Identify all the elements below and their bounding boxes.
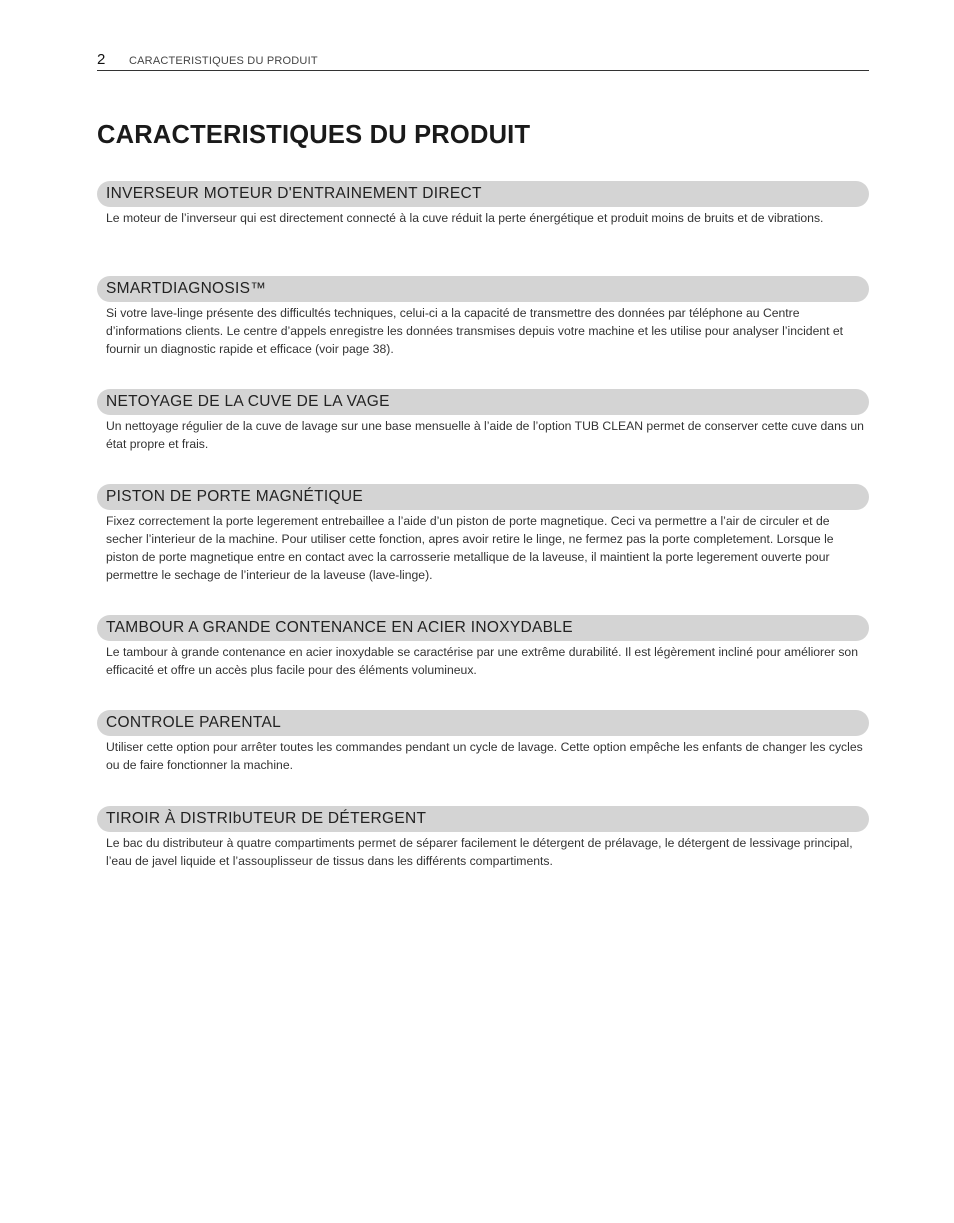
section-heading: NETOYAGE DE LA CUVE DE LA VAGE <box>97 389 869 415</box>
section-heading: INVERSEUR MOTEUR D'ENTRAINEMENT DIRECT <box>97 181 869 207</box>
section-parental-control <box>97 710 869 774</box>
section-heading: SMARTDIAGNOSIS™ <box>97 276 869 302</box>
page-title: CARACTERISTIQUES DU PRODUIT <box>97 121 531 149</box>
section-body: Utiliser cette option pour arrêter toutes les commandes pendant un cycle de lavage. Cette option empêche les enfants de changer les cycles ou de faire fonctionner la machine. <box>106 740 863 772</box>
section-heading: PISTON DE PORTE MAGNÉTIQUE <box>97 484 869 510</box>
section-body: Le moteur de l’inverseur qui est directement connecté à la cuve réduit la perte énergétique et produit moins de bruits et de vibrations. <box>106 211 824 225</box>
section-heading: TAMBOUR A GRANDE CONTENANCE EN ACIER INOXYDABLE <box>97 615 869 641</box>
section-detergent-drawer <box>97 806 869 870</box>
section-smartdiagnosis <box>97 276 869 358</box>
section-body: Fixez correctement la porte legerement entrebaillee a l’aide d’un piston de porte magnetique. Ceci va permettre a l’air de circuler et de secher l’interieur de la machine. Pour utiliser cette fonction, apres avoir retire le linge, ne fermez pas la porte completement. Lorsque le piston de porte magnetique entre en contact avec la carrosserie metallique de la laveuse, il maintient la porte legerement ouverte pour permettre le sechage de l’interieur de la laveuse (lave-linge). <box>106 514 834 582</box>
running-title: CARACTERISTIQUES DU PRODUIT <box>129 55 318 67</box>
section-stainless-drum <box>97 615 869 679</box>
section-body: Un nettoyage régulier de la cuve de lavage sur une base mensuelle à l’aide de l’option TUB CLEAN permet de conserver cette cuve dans un état propre et frais. <box>106 419 864 451</box>
section-magnetic-door <box>97 484 869 584</box>
section-tub-clean <box>97 389 869 453</box>
section-body: Le bac du distributeur à quatre compartiments permet de séparer facilement le détergent de prélavage, le détergent de lessivage principal, l’eau de javel liquide et l’assouplisseur de tissus dans les différents compartiments. <box>106 836 853 868</box>
section-heading: TIROIR À DISTRIbUTEUR DE DÉTERGENT <box>97 806 869 832</box>
section-body: Le tambour à grande contenance en acier inoxydable se caractérise par une extrême durabilité. Il est légèrement incliné pour améliorer son efficacité et offre un accès plus facile pour des éléments volumineux. <box>106 645 858 677</box>
section-inverter-motor <box>97 181 869 227</box>
section-heading: CONTROLE PARENTAL <box>97 710 869 736</box>
section-body: Si votre lave-linge présente des difficultés techniques, celui-ci a la capacité de transmettre des données par téléphone au Centre d’informations clients. Le centre d’appels enregistre les données transmises depuis votre machine et les utilise pour analyser l’incident et fournir un diagnostic rapide et efficace (voir page 38). <box>106 306 844 356</box>
page-number: 2 <box>97 51 106 68</box>
running-header <box>97 50 869 71</box>
